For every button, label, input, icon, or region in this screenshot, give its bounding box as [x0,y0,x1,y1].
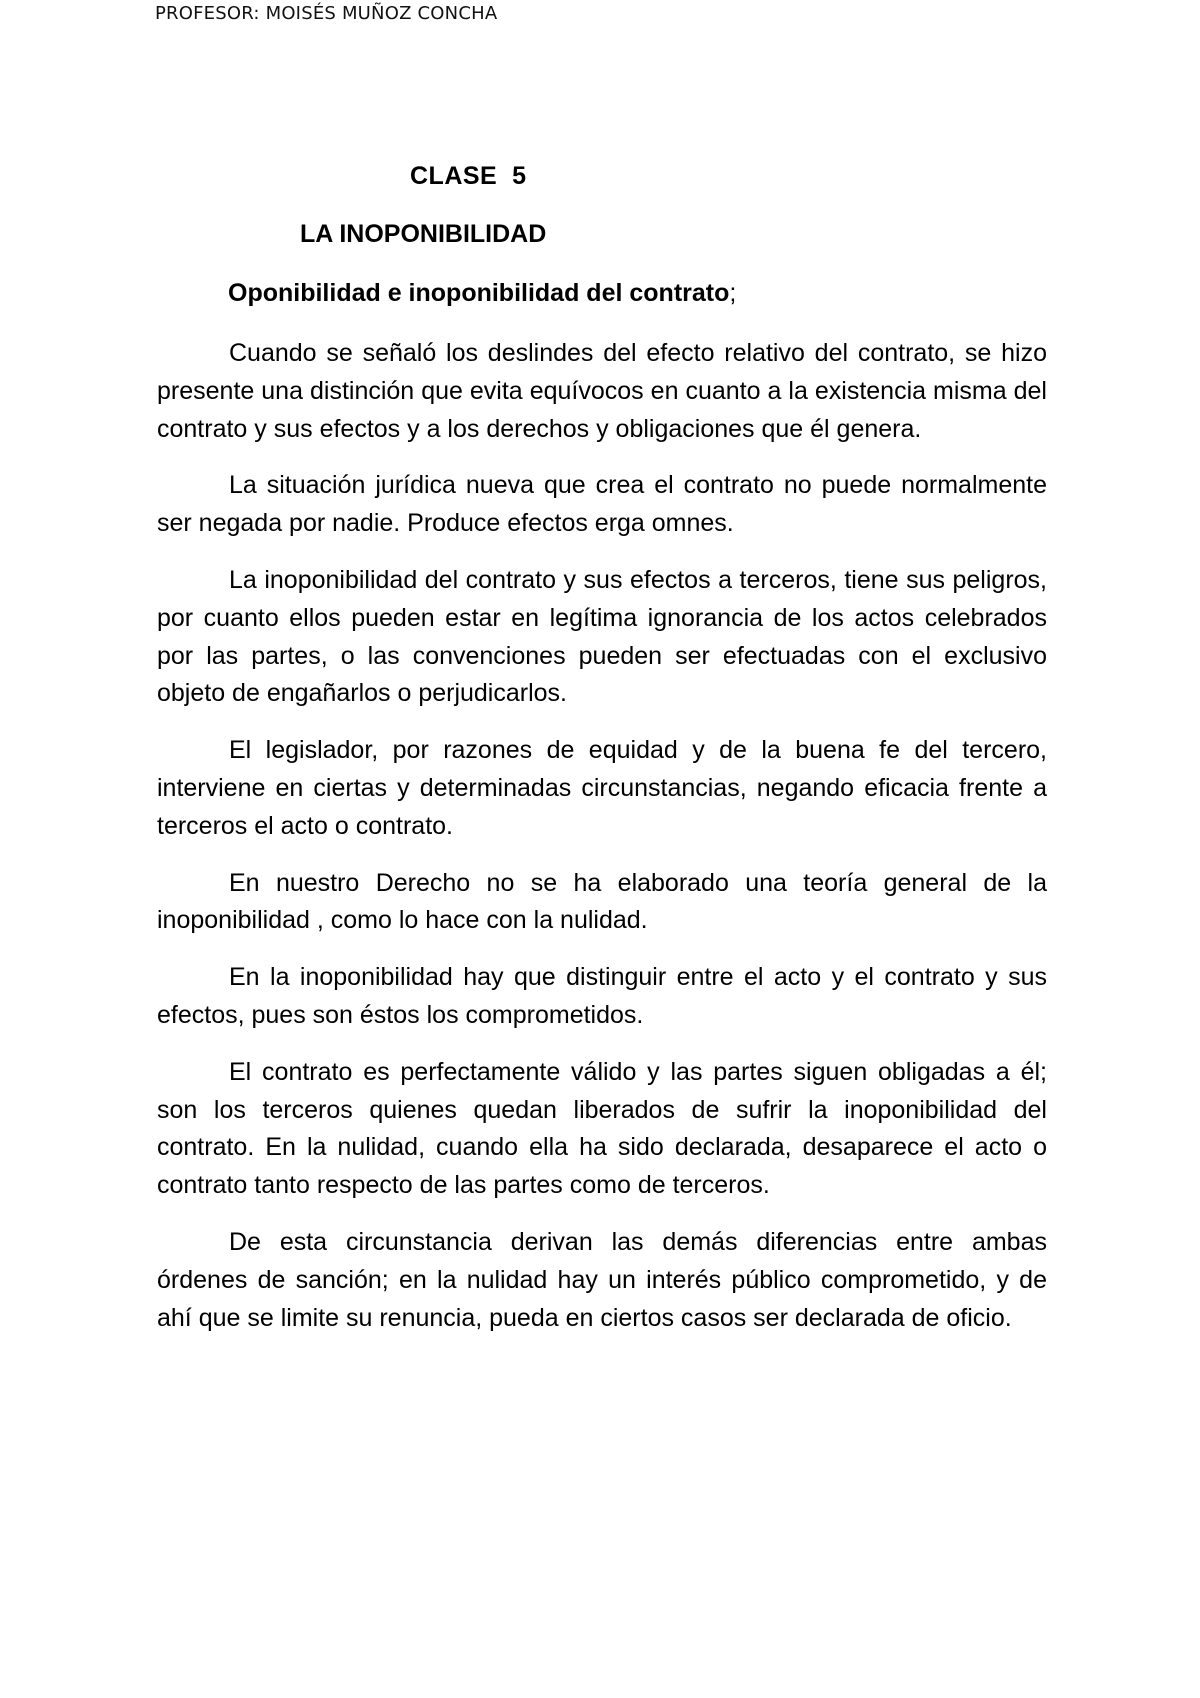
paragraph: El legislador, por razones de equidad y de la buena fe del tercero, interviene en ciertas y determinadas circunstancias, negando eficacia frente a terceros el acto o contrato. [157,736,1047,840]
subtitle [228,279,736,308]
subtitle-tail: ; [729,279,737,307]
paragraph: La inoponibilidad del contrato y sus efectos a terceros, tiene sus peligros, por cuanto ellos pueden estar en legítima ignorancia de los actos celebrados por las partes, o las convenciones pueden ser efectuadas con el exclusivo objeto de engañarlos o perjudicarlos. [157,565,1047,708]
subtitle-bold-text: Oponibilidad e inoponibilidad del contrato [228,279,730,307]
paragraph: El contrato es perfectamente válido y las partes siguen obligadas a él; son los terceros quienes quedan liberados de sufrir la inoponibilidad del contrato. En la nulidad, cuando ella ha sido declarada, desaparece el acto o contrato tanto respecto de las partes como de terceros. [157,1057,1047,1200]
paragraph: En nuestro Derecho no se ha elaborado una teoría general de la inoponibilidad , como lo hace con la nulidad. [157,868,1047,935]
paragraph: En la inoponibilidad hay que distinguir entre el acto y el contrato y sus efectos, pues son éstos los comprometidos. [157,963,1047,1029]
paragraph: De esta circunstancia derivan las demás diferencias entre ambas órdenes de sanción; en la nulidad hay un interés público comprometido, y de ahí que se limite su renuncia, pueda en ciertos casos ser declarada de oficio. [157,1227,1047,1332]
class-title: CLASE 5 [410,162,527,190]
paragraph: Cuando se señaló los deslindes del efecto relativo del contrato, se hizo presente una distinción que evita equívocos en cuanto a la existencia misma del contrato y sus efectos y a los derechos y obligaciones que él genera. [157,339,1047,443]
document-body [157,335,1047,1356]
paragraph: La situación jurídica nueva que crea el contrato no puede normalmente ser negada por nadie. Produce efectos erga omnes. [157,471,1047,538]
page-header-professor: PROFESOR: MOISÉS MUÑOZ CONCHA [155,3,498,24]
section-title: LA INOPONIBILIDAD [300,220,547,248]
